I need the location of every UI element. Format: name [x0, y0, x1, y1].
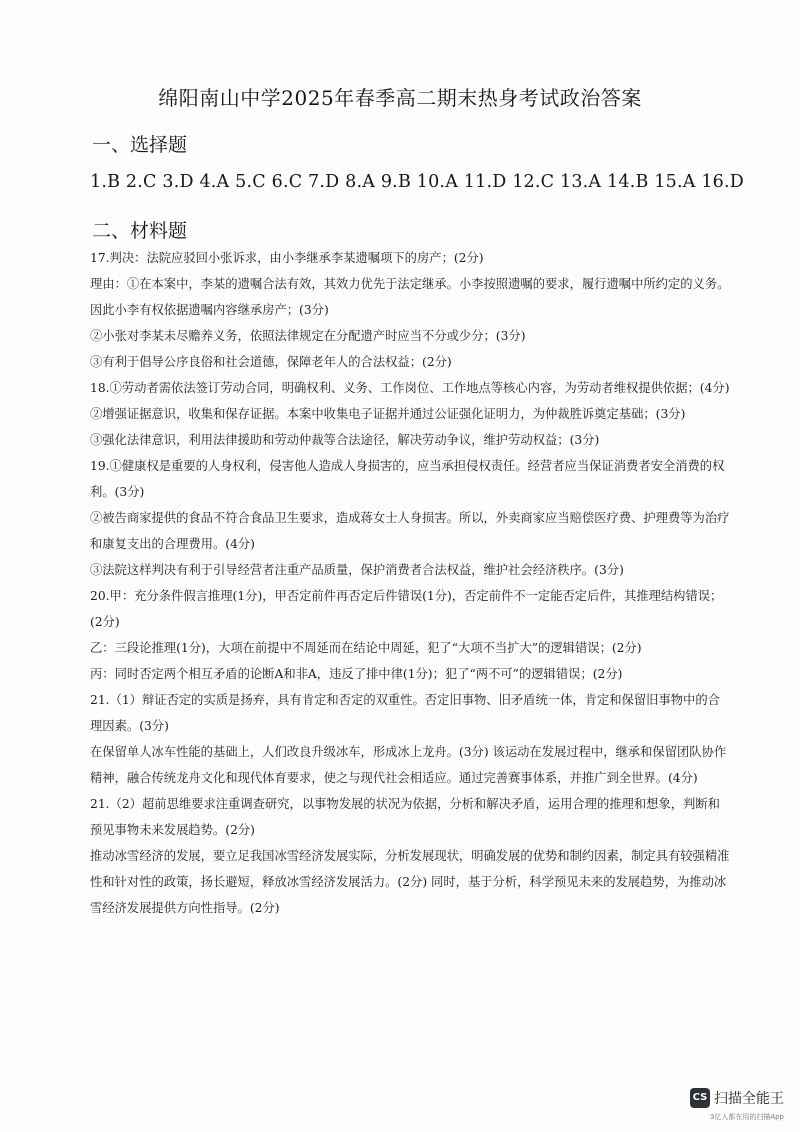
- section-heading-material-questions: 二、材料题: [92, 220, 188, 242]
- document-title: 绵阳南山中学2025年春季高二期末热身考试政治答案: [158, 86, 642, 110]
- scanner-watermark: [690, 1088, 784, 1108]
- scanner-brand-name: 扫描全能王: [714, 1091, 784, 1107]
- scanner-tagline: 3亿人都在用的扫描App: [709, 1113, 784, 1121]
- multiple-choice-answers: 1.B 2.C 3.D 4.A 5.C 6.C 7.D 8.A 9.B 10.A 11.D 12.C 13.A 14.B 15.A 16.D: [90, 172, 744, 192]
- answer-paragraph: ②被告商家提供的食品不符合食品卫生要求，造成蒋女士人身损害。所以，外卖商家应当赔偿医疗费、护理费等为治疗和康复支出的合理费用。(4分): [90, 511, 730, 551]
- answer-paragraph: 推动冰雪经济的发展，要立足我国冰雪经济发展实际，分析发展现状，明确发展的优势和制约因素，制定具有较强精准性和针对性的政策，扬长避短，释放冰雪经济发展活力。(2分) 同时，基于分析，科学预见未来的发展趋势，为推动冰雪经济发展提供方向性指导。(2分): [90, 849, 730, 915]
- section-heading-multiple-choice: 一、选择题: [92, 134, 188, 156]
- answer-paragraph: ②增强证据意识，收集和保存证据。本案中收集电子证据并通过公证强化证明力，为仲裁胜诉奠定基础；(3分): [90, 407, 686, 421]
- answer-paragraph: 19.①健康权是重要的人身权利，侵害他人造成人身损害的，应当承担侵权责任。经营者应当保证消费者安全消费的权利。(3分): [90, 459, 725, 499]
- camscanner-logo-icon: CS: [690, 1088, 710, 1108]
- answer-paragraph: 20.甲：充分条件假言推理(1分)，甲否定前件再否定后件错误(1分)，否定前件不一定能否定后件，其推理结构错误；(2分): [90, 589, 723, 629]
- answer-paragraph: ③法院这样判决有利于引导经营者注重产品质量，保护消费者合法权益，维护社会经济秩序。(3分): [90, 563, 624, 577]
- answer-paragraph: 理由：①在本案中，李某的遗嘱合法有效，其效力优先于法定继承。小李按照遗嘱的要求，履行遗嘱中所约定的义务。因此小李有权依据遗嘱内容继承房产；(3分): [90, 277, 730, 317]
- answer-paragraph: ②小张对李某未尽赡养义务，依照法律规定在分配遗产时应当不分或少分；(3分): [90, 329, 526, 343]
- answer-paragraph: 21.（1）辩证否定的实质是扬弃，具有肯定和否定的双重性。否定旧事物、旧矛盾统一体，肯定和保留旧事物中的合理因素。(3分): [90, 693, 720, 733]
- answer-paragraph: ③有利于倡导公序良俗和社会道德，保障老年人的合法权益；(2分): [90, 355, 452, 369]
- answer-paragraph: 乙：三段论推理(1分)，大项在前提中不周延而在结论中周延，犯了“大项不当扩大”的逻辑错误；(2分): [90, 641, 642, 655]
- answer-paragraph: 18.①劳动者需依法签订劳动合同，明确权利、义务、工作岗位、工作地点等核心内容，为劳动者维权提供依据；(4分): [90, 381, 730, 395]
- answer-paragraph: ③强化法律意识，利用法律援助和劳动仲裁等合法途径，解决劳动争议，维护劳动权益；(3分): [90, 433, 600, 447]
- answer-paragraph: 丙：同时否定两个相互矛盾的论断A和非A，违反了排中律(1分)；犯了“两不可”的逻辑错误；(2分): [90, 667, 623, 681]
- answer-paragraph: 21.（2）超前思维要求注重调查研究，以事物发展的状况为依据，分析和解决矛盾，运用合理的推理和想象，判断和预见事物未来发展趋势。(2分): [90, 797, 720, 837]
- answer-paragraph: 17.判决：法院应驳回小张诉求，由小李继承李某遗嘱项下的房产；(2分): [90, 251, 484, 265]
- material-answers-body: [90, 245, 730, 921]
- answer-paragraph: 在保留单人冰车性能的基础上，人们改良升级冰车，形成冰上龙舟。(3分) 该运动在发展过程中，继承和保留团队协作精神，融合传统龙舟文化和现代体育要求，使之与现代社会相适应。通过完善赛事体系，并推广到全世界。(4分): [90, 745, 727, 785]
